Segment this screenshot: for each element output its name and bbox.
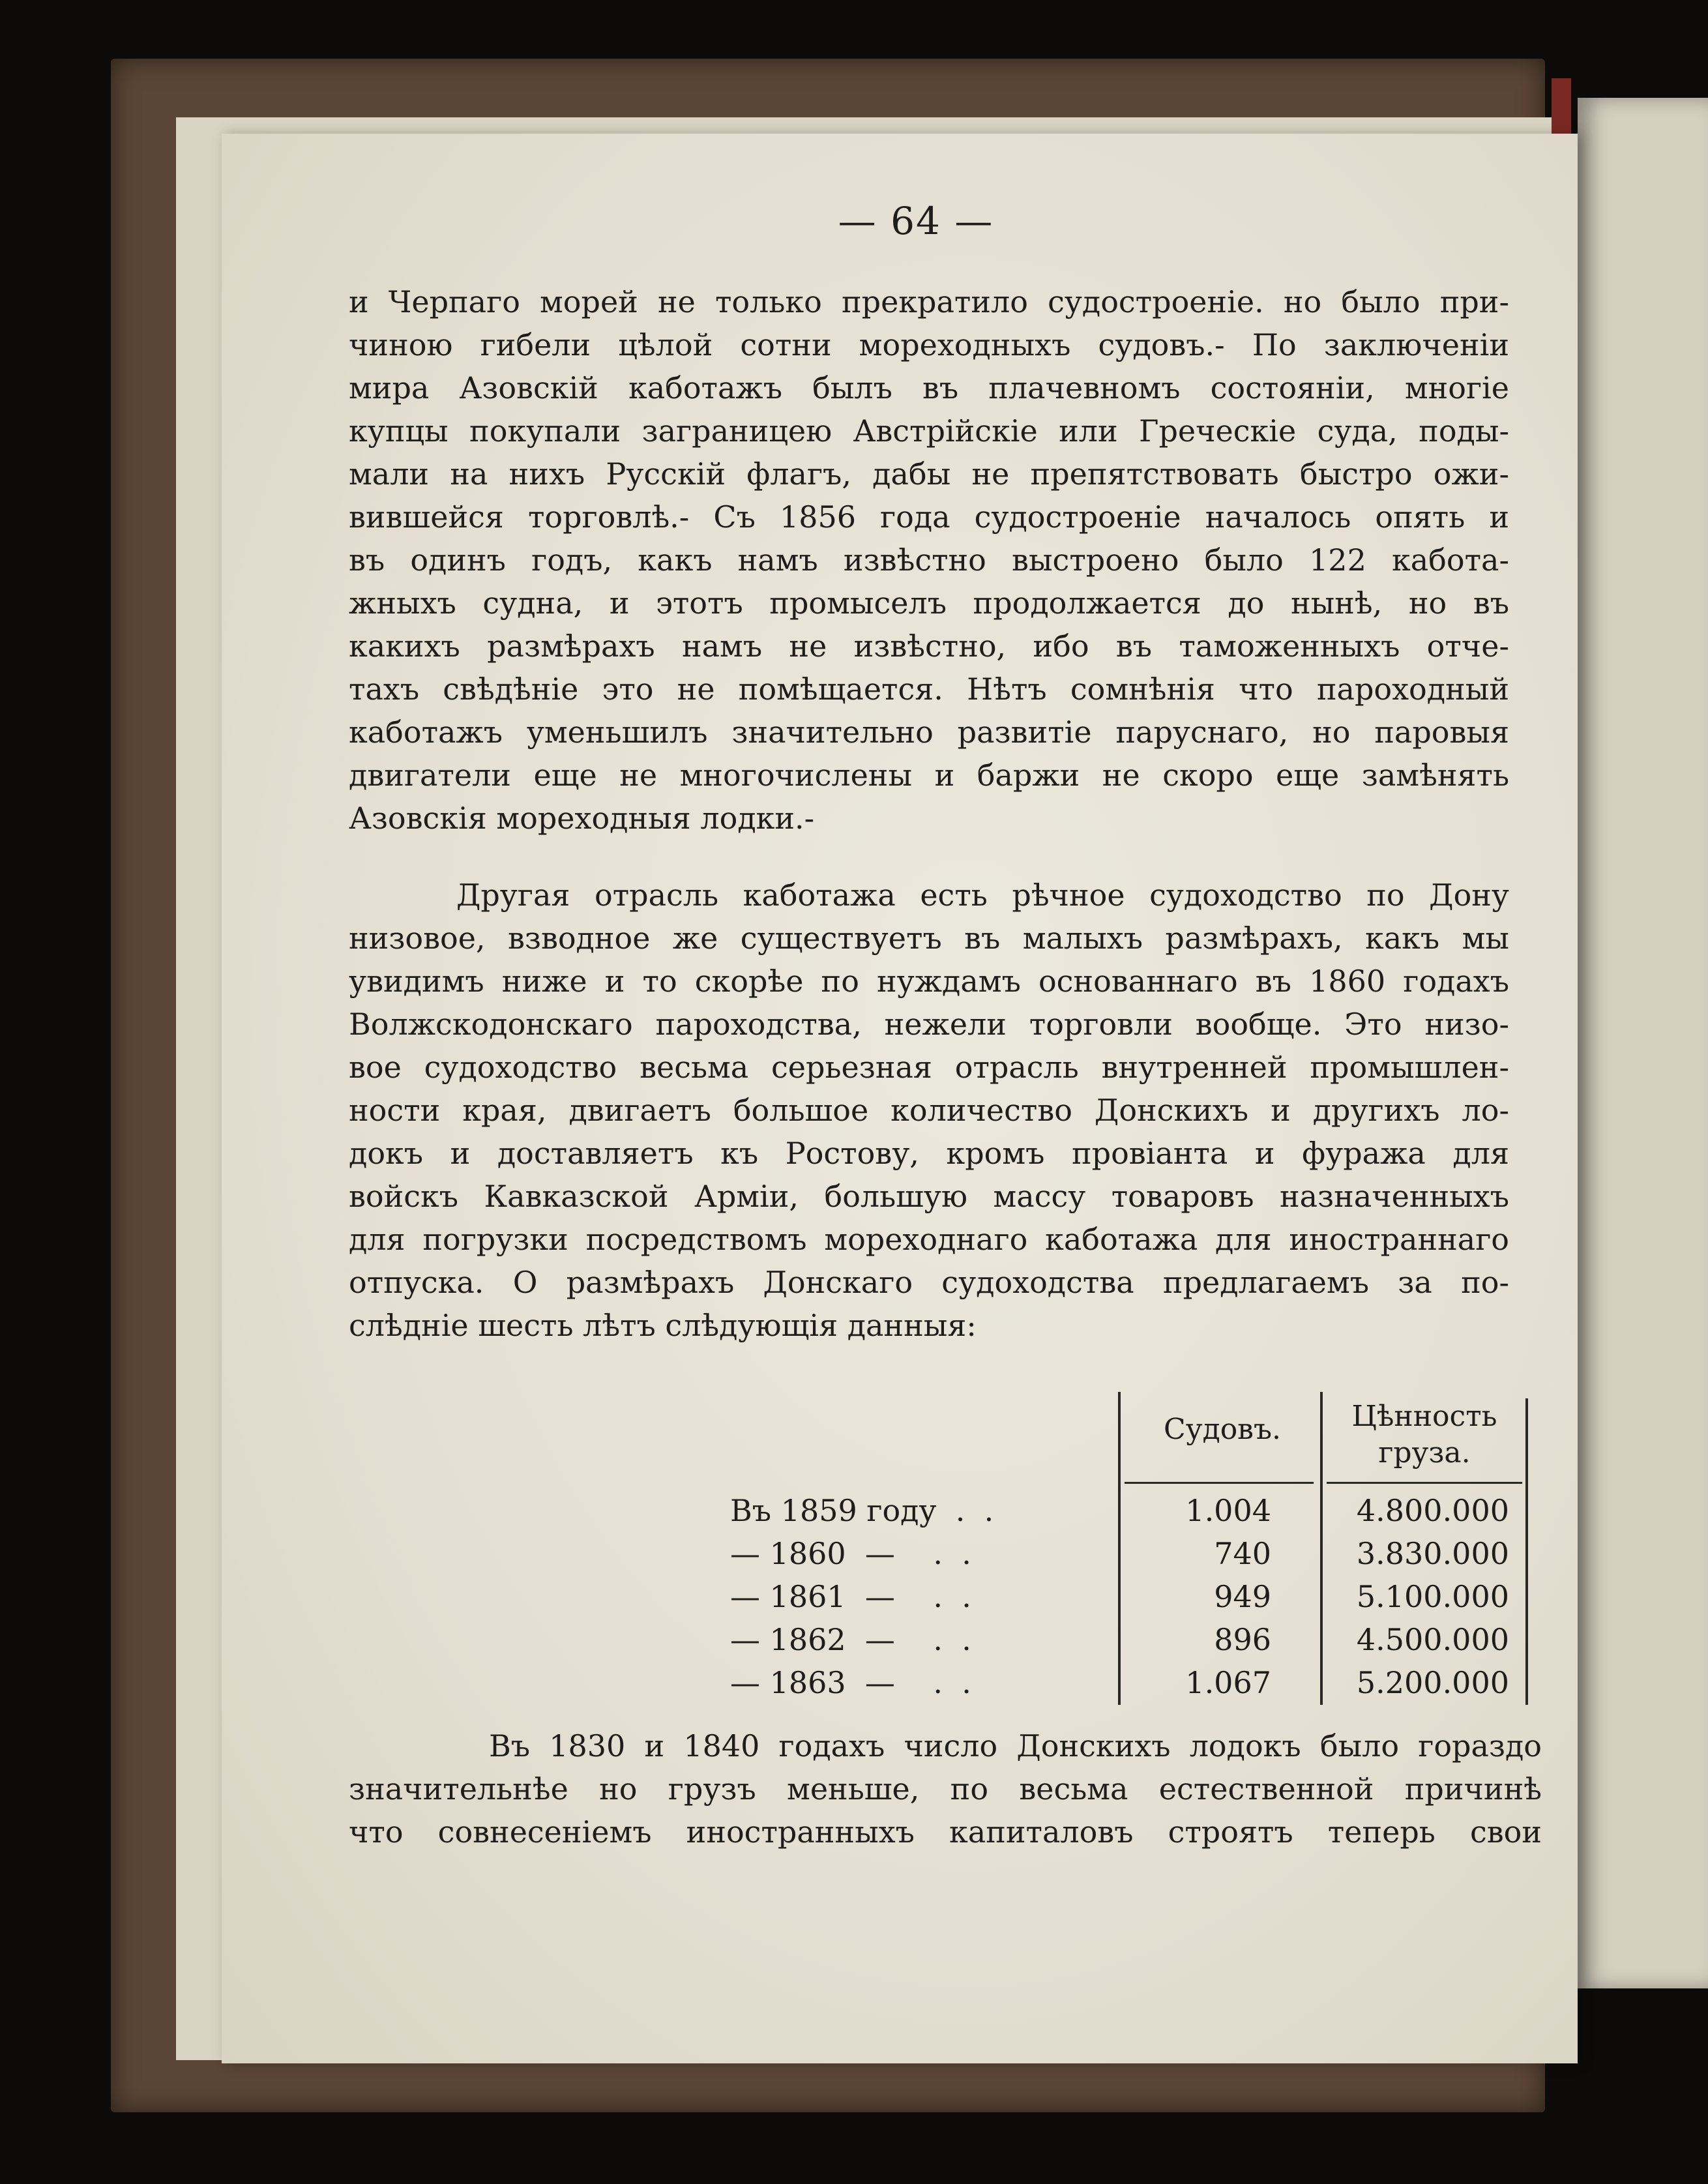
- text-line: Волжскодонскаго пароходства, нежели торговли вообще. Это низо-: [349, 1007, 1509, 1042]
- year-cell: — 1863 — . .: [730, 1665, 971, 1700]
- shipping-table: [652, 1379, 1539, 1705]
- value-cell: 4.500.000: [1356, 1622, 1509, 1657]
- ships-cell: 1.004: [1185, 1493, 1271, 1528]
- next-page-edge: [1578, 98, 1708, 1988]
- text-line: ности края, двигаетъ большое количество Донскихъ и другихъ ло-: [349, 1093, 1509, 1128]
- text-line: тахъ свѣдѣніе это не помѣщается. Нѣтъ сомнѣнія что пароходный: [349, 671, 1509, 707]
- text-line: отпуска. О размѣрахъ Донскаго судоходства предлагаемъ за по-: [349, 1265, 1509, 1300]
- page-number: — 64 —: [838, 199, 994, 243]
- text-line: слѣдніе шесть лѣтъ слѣдующія данныя:: [349, 1308, 977, 1343]
- table-row: [652, 1662, 1539, 1704]
- year-cell: — 1861 — . .: [730, 1579, 971, 1614]
- table-row: [652, 1533, 1539, 1574]
- value-cell: 5.200.000: [1356, 1665, 1509, 1700]
- text-line: двигатели еще не многочислены и баржи не скоро еще замѣнять: [349, 758, 1509, 793]
- table-row: [652, 1576, 1539, 1617]
- text-line: что совнесеніемъ иностранныхъ капиталовъ строятъ теперь свои: [349, 1814, 1542, 1850]
- text-line: увидимъ ниже и то скорѣе по нуждамъ основаннаго въ 1860 годахъ: [349, 964, 1509, 999]
- year-cell: Въ 1859 году . .: [730, 1493, 994, 1528]
- text-line: въ одинъ годъ, какъ намъ извѣстно выстроено было 122 кабота-: [349, 542, 1509, 578]
- text-line: и Черпаго морей не только прекратило судостроеніе. но было при-: [349, 284, 1509, 319]
- text-line: мира Азовскій каботажъ былъ въ плачевномъ состояніи, многіе: [349, 370, 1509, 406]
- paragraph-1: [349, 280, 1509, 840]
- value-cell: 3.830.000: [1356, 1536, 1509, 1571]
- text-line: мали на нихъ Русскій флагъ, дабы не препятствовать быстро ожи-: [349, 456, 1509, 492]
- header-value: Цѣнность груза.: [1351, 1400, 1497, 1469]
- text-line: Азовскія мореходныя лодки.-: [349, 801, 815, 836]
- table-rule: [1327, 1482, 1522, 1484]
- text-line: докъ и доставляетъ къ Ростову, кромъ провіанта и фуража для: [349, 1136, 1509, 1171]
- text-line: войскъ Кавказской Арміи, большую массу товаровъ назначенныхъ: [349, 1179, 1509, 1214]
- year-cell: — 1862 — . .: [730, 1622, 971, 1657]
- text-line: значительнѣе но грузъ меньше, по весьма естественной причинѣ: [349, 1771, 1542, 1807]
- header-ships: Судовъ.: [1164, 1413, 1281, 1446]
- paragraph-2: [349, 874, 1509, 1347]
- ships-cell: 949: [1214, 1579, 1271, 1614]
- text-line: каботажъ уменьшилъ значительно развитіе паруснаго, но паровыя: [349, 715, 1509, 750]
- ships-cell: 740: [1214, 1536, 1271, 1571]
- text-line: вившейся торговлѣ.- Съ 1856 года судостроеніе началось опять и: [349, 499, 1509, 535]
- text-line: Въ 1830 и 1840 годахъ число Донскихъ лодокъ было гораздо: [489, 1728, 1542, 1763]
- table-rule: [1125, 1482, 1314, 1484]
- table-row: [652, 1619, 1539, 1660]
- paragraph-3: [349, 1724, 1542, 1853]
- ships-cell: 896: [1214, 1622, 1271, 1657]
- text-line: купцы покупали заграницею Австрійскіе или Греческіе суда, поды-: [349, 413, 1509, 449]
- year-cell: — 1860 — . .: [730, 1536, 971, 1571]
- text-line: какихъ размѣрахъ намъ не извѣстно, ибо въ таможенныхъ отче-: [349, 628, 1509, 664]
- text-line: жныхъ судна, и этотъ промыселъ продолжается до нынѣ, но въ: [349, 585, 1509, 621]
- text-line: низовое, взводное же существуетъ въ малыхъ размѣрахъ, какъ мы: [349, 921, 1509, 956]
- value-cell: 4.800.000: [1356, 1493, 1509, 1528]
- table-row: [652, 1490, 1539, 1531]
- text-line: для погрузки посредствомъ мореходнаго каботажа для иностраннаго: [349, 1222, 1509, 1257]
- value-cell: 5.100.000: [1356, 1579, 1509, 1614]
- ships-cell: 1.067: [1185, 1665, 1271, 1700]
- text-line: чиною гибели цѣлой сотни мореходныхъ судовъ.- По заключеніи: [349, 327, 1509, 362]
- text-line: Другая отрасль каботажа есть рѣчное судоходство по Дону: [456, 878, 1509, 913]
- text-line: вое судоходство весьма серьезная отрасль внутренней промышлен-: [349, 1050, 1509, 1085]
